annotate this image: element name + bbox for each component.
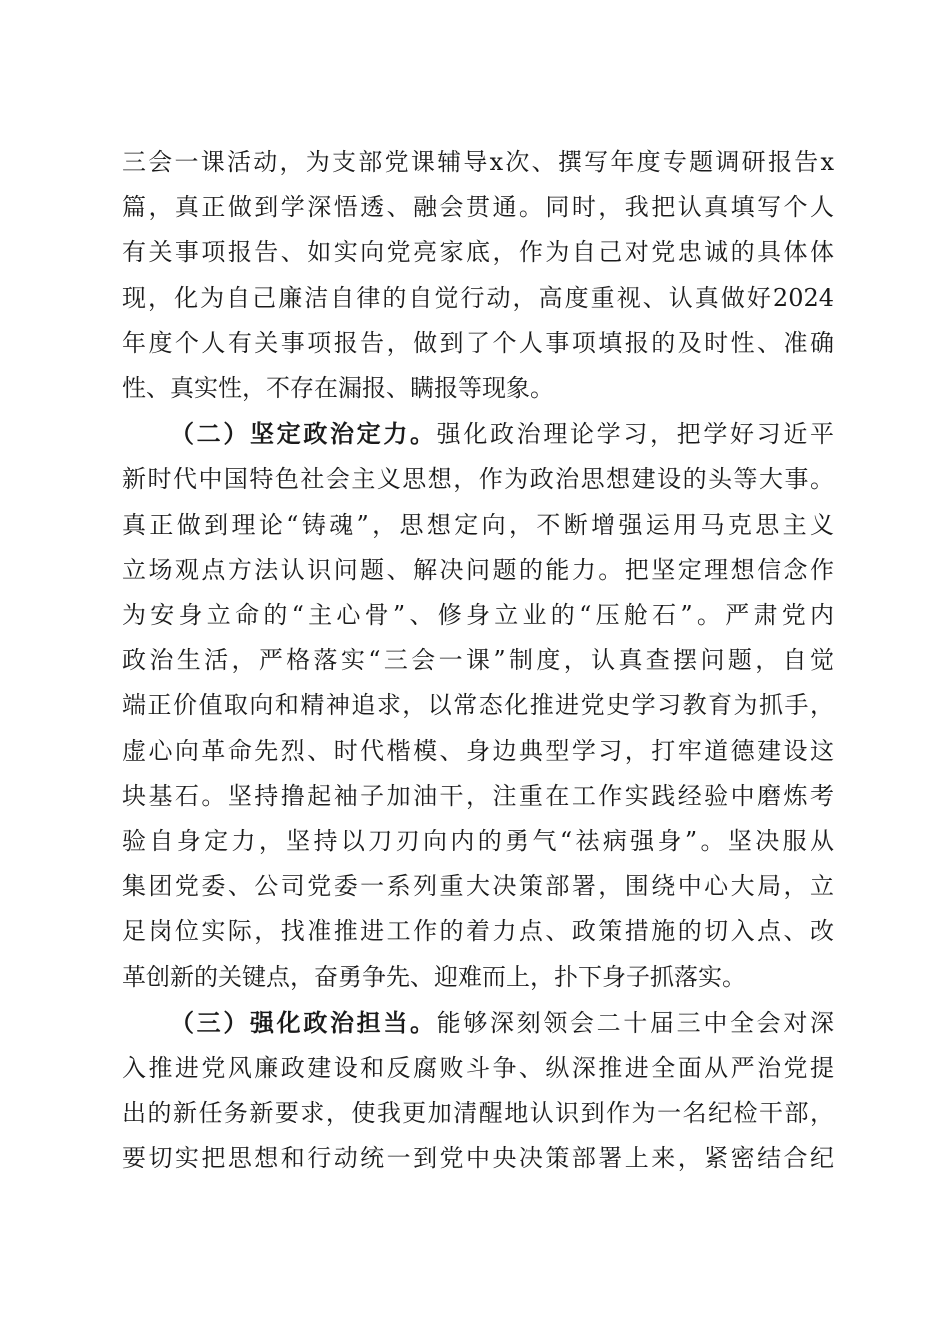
text-line: 为安身立命的“主心骨”、修身立业的“压舱石”。严肃党内	[122, 601, 834, 630]
text-line: 篇，真正做到学深悟透、融会贯通。同时，我把认真填写个人	[122, 193, 834, 222]
text-line: 集团党委、公司党委一系列重大决策部署，围绕中心大局，立	[122, 872, 834, 901]
text-fragment: 能够深刻领会二十届三中全会对深	[436, 1008, 835, 1037]
text-line: 现，化为自己廉洁自律的自觉行动，高度重视、认真做好2024	[122, 283, 834, 312]
text-line: 革创新的关键点，奋勇争先、迎难而上，扑下身子抓落实。	[122, 962, 746, 991]
text-line	[122, 1000, 834, 1046]
section-heading: （二）坚定政治定力。	[170, 419, 437, 449]
section-heading: （三）强化政治担当。	[170, 1007, 437, 1037]
text-line: 真正做到理论“铸魂”，思想定向，不断增强运用马克思主义	[122, 510, 834, 539]
text-line: 虚心向革命先烈、时代楷模、身边典型学习，打牢道德建设这	[122, 736, 834, 765]
text-line: 年度个人有关事项报告，做到了个人事项填报的及时性、准确	[122, 328, 834, 357]
text-line: 块基石。坚持撸起袖子加油干，注重在工作实践经验中磨炼考	[122, 781, 834, 810]
text-line	[122, 411, 834, 457]
text-line: 三会一课活动，为支部党课辅导x次、撰写年度专题调研报告x	[122, 148, 834, 176]
text-line: 入推进党风廉政建设和反腐败斗争、纵深推进全面从严治党提	[122, 1054, 834, 1083]
text-line: 性、真实性，不存在漏报、瞒报等现象。	[122, 374, 554, 403]
paragraph-continuation	[122, 140, 834, 411]
paragraph-political-resolve	[122, 411, 834, 1000]
text-fragment: 强化政治理论学习，把学好习近平	[436, 420, 835, 449]
text-line: 有关事项报告、如实向党亮家底，作为自己对党忠诚的具体体	[122, 238, 834, 267]
paragraph-political-responsibility	[122, 1000, 834, 1182]
document-body	[122, 140, 834, 1182]
text-line: 出的新任务新要求，使我更加清醒地认识到作为一名纪检干部，	[122, 1099, 834, 1128]
text-line: 足岗位实际，找准推进工作的着力点、政策措施的切入点、改	[122, 917, 834, 946]
text-line: 立场观点方法认识问题、解决问题的能力。把坚定理想信念作	[122, 555, 834, 584]
text-line: 新时代中国特色社会主义思想，作为政治思想建设的头等大事。	[122, 465, 834, 494]
text-line: 政治生活，严格落实“三会一课”制度，认真查摆问题，自觉	[122, 646, 834, 675]
text-line: 要切实把思想和行动统一到党中央决策部署上来，紧密结合纪	[122, 1144, 834, 1173]
text-line: 验自身定力，坚持以刀刃向内的勇气“祛病强身”。坚决服从	[122, 827, 834, 856]
text-line: 端正价值取向和精神追求，以常态化推进党史学习教育为抓手，	[122, 691, 834, 720]
